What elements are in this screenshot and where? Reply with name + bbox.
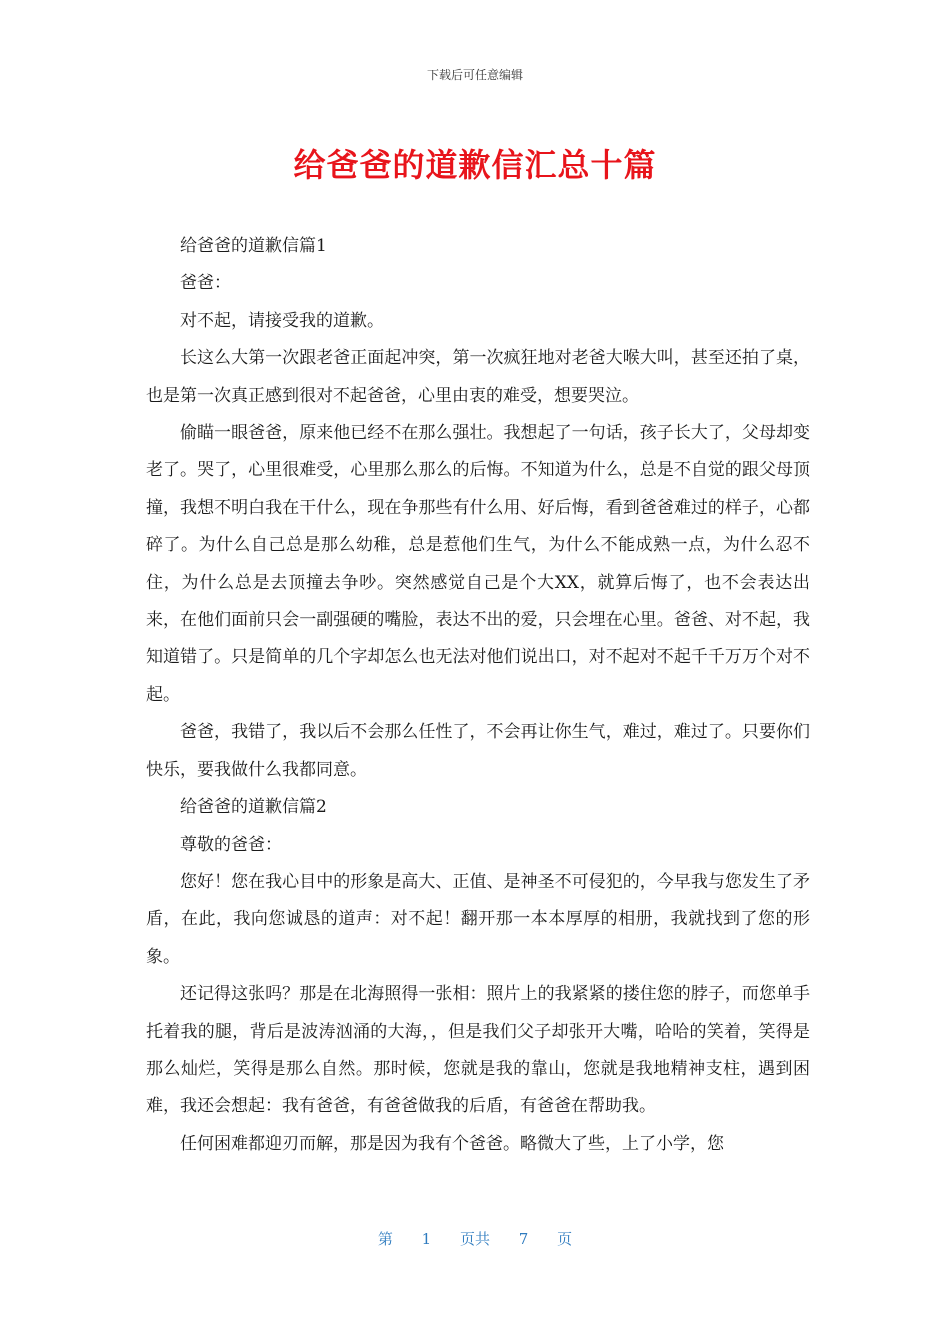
total-pages-number: 7 <box>518 1230 529 1248</box>
page-label-mid: 页共 <box>459 1230 490 1248</box>
current-page-number: 1 <box>421 1230 432 1248</box>
salutation-1: 爸爸： <box>180 273 231 294</box>
body-paragraph: 还记得这张吗？那是在北海照得一张相：照片上的我紧紧的搂住您的脖子，而您单手托着我的腿，背后是波涛汹涌的大海，，但是我们父子却张开大嘴，哈哈的笑着，笑得是那么灿烂，笑得是那么自然。那时候，您就是我的靠山，您就是我地精神支柱，遇到困难，我还会想起：我有爸爸，有爸爸做我的后盾，有爸爸在帮助我。 <box>146 984 810 1117</box>
salutation-2: 尊敬的爸爸： <box>180 834 282 855</box>
body-paragraph: 长这么大第一次跟老爸正面起冲突，第一次疯狂地对老爸大喉大叫，甚至还拍了桌，也是第一次真正感到很对不起爸爸，心里由衷的难受，想要哭泣。 <box>146 348 810 406</box>
body-paragraph: 爸爸，我错了，我以后不会那么任性了，不会再让你生气，难过，难过了。只要你们快乐，要我做什么我都同意。 <box>146 722 810 780</box>
body-paragraph: 任何困难都迎刃而解，那是因为我有个爸爸。略微大了些，上了小学，您 <box>180 1133 724 1154</box>
document-title: 给爸爸的道歉信汇总十篇 <box>293 146 657 184</box>
document-body <box>146 228 810 1163</box>
section-heading-2: 给爸爸的道歉信篇2 <box>180 797 327 818</box>
page-label-prefix: 第 <box>377 1230 393 1248</box>
page-footer <box>0 1228 950 1249</box>
body-paragraph: 偷瞄一眼爸爸，原来他已经不在那么强壮。我想起了一句话，孩子长大了，父母却变老了。哭了，心里很难受，心里那么那么的后悔。不知道为什么，总是不自觉的跟父母顶撞，我想不明白我在干什么，现在争那些有什么用、好后悔，看到爸爸难过的样子，心都碎了。为什么自己总是那么幼稚，总是惹他们生气，为什么不能成熟一点，为什么忍不住，为什么总是去顶撞去争吵。突然感觉自己是个大XX，就算后悔了，也不会表达出来，在他们面前只会一副强硬的嘴脸，表达不出的爱，只会埋在心里。爸爸、对不起，我知道错了。只是简单的几个字却怎么也无法对他们说出口，对不起对不起千千万万个对不起。 <box>146 423 810 705</box>
body-paragraph: 对不起，请接受我的道歉。 <box>180 310 384 331</box>
page-header-note: 下载后可任意编辑 <box>426 68 523 82</box>
page-label-suffix: 页 <box>557 1230 573 1248</box>
section-heading-1: 给爸爸的道歉信篇1 <box>180 236 327 256</box>
body-paragraph: 您好！您在我心目中的形象是高大、正值、是神圣不可侵犯的，今早我与您发生了矛盾，在此，我向您诚恳的道声：对不起！翻开那一本本厚厚的相册，我就找到了您的形象。 <box>146 871 810 967</box>
